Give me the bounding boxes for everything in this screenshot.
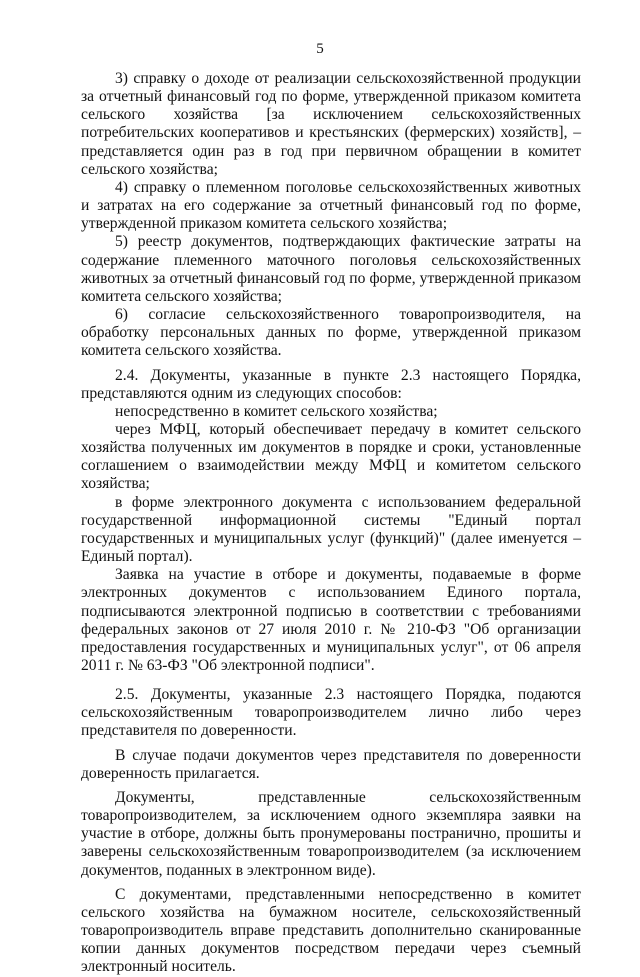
paragraph-method-direct: непосредственно в комитет сельского хозяйства; (115, 402, 438, 420)
paragraph-method-mfc: через МФЦ, который обеспечивает передачу в комитет сельского хозяйства полученных им документов в порядке и сроки, установленные соглашением о взаимодействии между МФЦ и комитетом сельского хозяйства; (81, 420, 581, 493)
document-body (81, 70, 581, 977)
paragraph-document-numbering: Документы, представленные сельскохозяйственным товаропроизводителем, за исключением одного экземпляра заявки на участие в отборе, должны быть пронумерованы постранично, прошиты и заверены сельскохозяйственным товаропроизводителем (за исключением документов, поданных в электронном виде). (81, 788, 581, 879)
paragraph-item-4: 4) справку о племенном поголовье сельскохозяйственных животных и затратах на его содержание за отчетный финансовый год по форме, утвержденной приказом комитета сельского хозяйства; (81, 178, 581, 233)
paragraph-2-4: 2.4. Документы, указанные в пункте 2.3 настоящего Порядка, представляются одним из следующих способов: (81, 366, 581, 402)
paragraph-item-6: 6) согласие сельскохозяйственного товаропроизводителя, на обработку персональных данных по форме, утвержденной приказом комитета сельского хозяйства. (81, 306, 581, 360)
paragraph-method-electronic: в форме электронного документа с использованием федеральной государственной информационной системы "Единый портал государственных и муниципальных услуг (функций)" (далее именуется – Единый портал). (81, 493, 581, 566)
paragraph-proxy: В случае подачи документов через представителя по доверенности доверенность прилагается. (81, 746, 581, 782)
paragraph-item-3: 3) справку о доходе от реализации сельскохозяйственной продукции за отчетный финансовый год по форме, утвержденной приказом комитета сельского хозяйства [за исключением сельскохозяйственных потребительских кооперативов и крестьянских (фермерских) хозяйств], – представляется один раз в год при первичном обращении в комитет сельского хозяйства; (81, 70, 581, 178)
paragraph-electronic-signature: Заявка на участие в отборе и документы, подаваемые в форме электронных документов с использованием Единого портала, подписываются электронной подписью в соответствии с требованиями федеральных законов от 27 июля 2010 г. № 210-ФЗ "Об организации предоставления государственных и муниципальных услуг", от 06 апреля 2011 г. № 63-ФЗ "Об электронной подписи". (81, 566, 581, 674)
page-number: 5 (316, 41, 324, 57)
paragraph-2-5: 2.5. Документы, указанные 2.3 настоящего Порядка, подаются сельскохозяйственным товаропроизводителем лично либо через представителя по доверенности. (81, 686, 581, 740)
paragraph-item-5: 5) реестр документов, подтверждающих фактические затраты на содержание племенного маточного поголовья сельскохозяйственных животных за отчетный финансовый год по форме, утвержденной приказом комитета сельского хозяйства; (81, 233, 581, 305)
paragraph-scanned-copies: С документами, представленными непосредственно в комитет сельского хозяйства на бумажном носителе, сельскохозяйственный товаропроизводитель вправе представить дополнительно сканированные копии данных документов посредством передачи через съемный электронный носитель. (81, 885, 581, 976)
